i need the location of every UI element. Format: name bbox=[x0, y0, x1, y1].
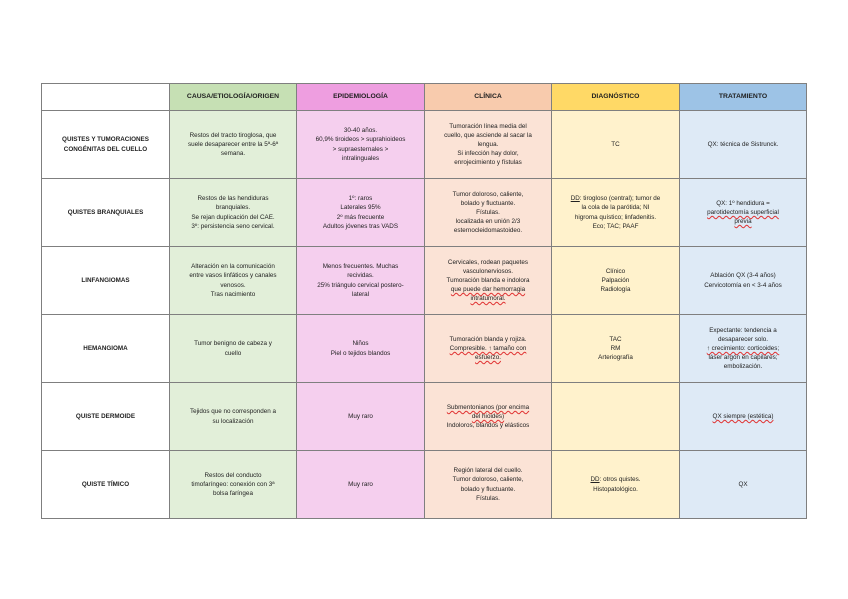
cell-diagnostico: TAC RM Arteriografía bbox=[552, 315, 680, 383]
cell-clinica: Tumoración línea media del cuello, que asciende al sacar la lengua. Si infección hay dolor, enrojecimiento y fístulas bbox=[425, 111, 552, 179]
header-blank bbox=[42, 84, 170, 111]
header-row bbox=[42, 84, 807, 111]
row-label: HEMANGIOMA bbox=[42, 315, 170, 383]
cell-diagnostico bbox=[552, 383, 680, 451]
cell-tratamiento: Ablación QX (3-4 años) Cervicotomía en < 3-4 años bbox=[680, 247, 807, 315]
row-label: LINFANGIOMAS bbox=[42, 247, 170, 315]
cell-tratamiento: QX bbox=[680, 451, 807, 519]
table-row bbox=[42, 247, 807, 315]
cell-epidemiologia: Niños Piel o tejidos blandos bbox=[297, 315, 425, 383]
header-epidemiologia: EPIDEMIOLOGÍA bbox=[297, 84, 425, 111]
cell-causa: Alteración en la comunicación entre vasos linfáticos y canales venosos. Tras nacimiento bbox=[170, 247, 297, 315]
cell-causa: Restos del conducto timofaríngeo: conexión con 3ª bolsa faríngea bbox=[170, 451, 297, 519]
cell-tratamiento: QX: 1º hendidura = parotidectomía superficial previa bbox=[680, 179, 807, 247]
table-row bbox=[42, 383, 807, 451]
header-causa: CAUSA/ETIOLOGÍA/ORIGEN bbox=[170, 84, 297, 111]
comparison-table bbox=[41, 83, 807, 519]
cell-causa: Restos del tracto tiroglosa, que suele desaparecer entre la 5ª-6ª semana. bbox=[170, 111, 297, 179]
cell-clinica: Tumoración blanda y rojiza. Compresible. ↑ tamaño con esfuerzo. bbox=[425, 315, 552, 383]
cell-diagnostico: DD: tirogloso (central); tumor de la cola de la parótida; NI higroma quístico; linfadenitis. Eco; TAC; PAAF bbox=[552, 179, 680, 247]
cell-clinica: Tumor doloroso, caliente, bolado y fluctuante. Fístulas. localizada en unión 2/3 esternocleidomastoideo. bbox=[425, 179, 552, 247]
cell-tratamiento: Expectante: tendencia a desaparecer solo. ↑ crecimiento: corticoides; láser argón en capilares; embolización. bbox=[680, 315, 807, 383]
cell-clinica: Región lateral del cuello. Tumor doloroso, caliente, bolado y fluctuante. Fístulas. bbox=[425, 451, 552, 519]
header-diagnostico: DIAGNÓSTICO bbox=[552, 84, 680, 111]
header-clinica: CLÍNICA bbox=[425, 84, 552, 111]
cell-clinica: Cervicales, rodean paquetes vasculonerviosos. Tumoración blanda e indolora que puede dar hemorragia intratumoral. bbox=[425, 247, 552, 315]
table-row bbox=[42, 179, 807, 247]
header-tratamiento: TRATAMIENTO bbox=[680, 84, 807, 111]
cell-diagnostico: DD: otros quistes. Histopatológico. bbox=[552, 451, 680, 519]
cell-diagnostico: TC bbox=[552, 111, 680, 179]
cell-causa: Restos de las hendiduras branquiales. Se rejan duplicación del CAE. 3º: persistencia seno cervical. bbox=[170, 179, 297, 247]
cell-epidemiologia: Muy raro bbox=[297, 383, 425, 451]
cell-tratamiento: QX: técnica de Sistrunck. bbox=[680, 111, 807, 179]
cell-causa: Tumor benigno de cabeza y cuello bbox=[170, 315, 297, 383]
cell-epidemiologia: Muy raro bbox=[297, 451, 425, 519]
cell-epidemiologia: 1º: raros Laterales 95% 2º más frecuente Adultos jóvenes tras VADS bbox=[297, 179, 425, 247]
cell-diagnostico: Clínico Palpación Radiología bbox=[552, 247, 680, 315]
cell-tratamiento: QX siempre (estética) bbox=[680, 383, 807, 451]
row-label: QUISTES BRANQUIALES bbox=[42, 179, 170, 247]
row-label: QUISTES Y TUMORACIONES CONGÉNITAS DEL CUELLO bbox=[42, 111, 170, 179]
row-label: QUISTE DERMOIDE bbox=[42, 383, 170, 451]
table-row bbox=[42, 111, 807, 179]
row-label: QUISTE TÍMICO bbox=[42, 451, 170, 519]
cell-epidemiologia: 30-40 años. 60,9% tiroideos > suprahioideos > supraesternales > intralinguales bbox=[297, 111, 425, 179]
cell-epidemiologia: Menos frecuentes. Muchas recividas. 25% triángulo cervical postero- lateral bbox=[297, 247, 425, 315]
cell-causa: Tejidos que no corresponden a su localización bbox=[170, 383, 297, 451]
cell-clinica: Submentonianos (por encima del hioides) Indoloros, blandos y elásticos bbox=[425, 383, 552, 451]
table-row bbox=[42, 451, 807, 519]
table-row bbox=[42, 315, 807, 383]
